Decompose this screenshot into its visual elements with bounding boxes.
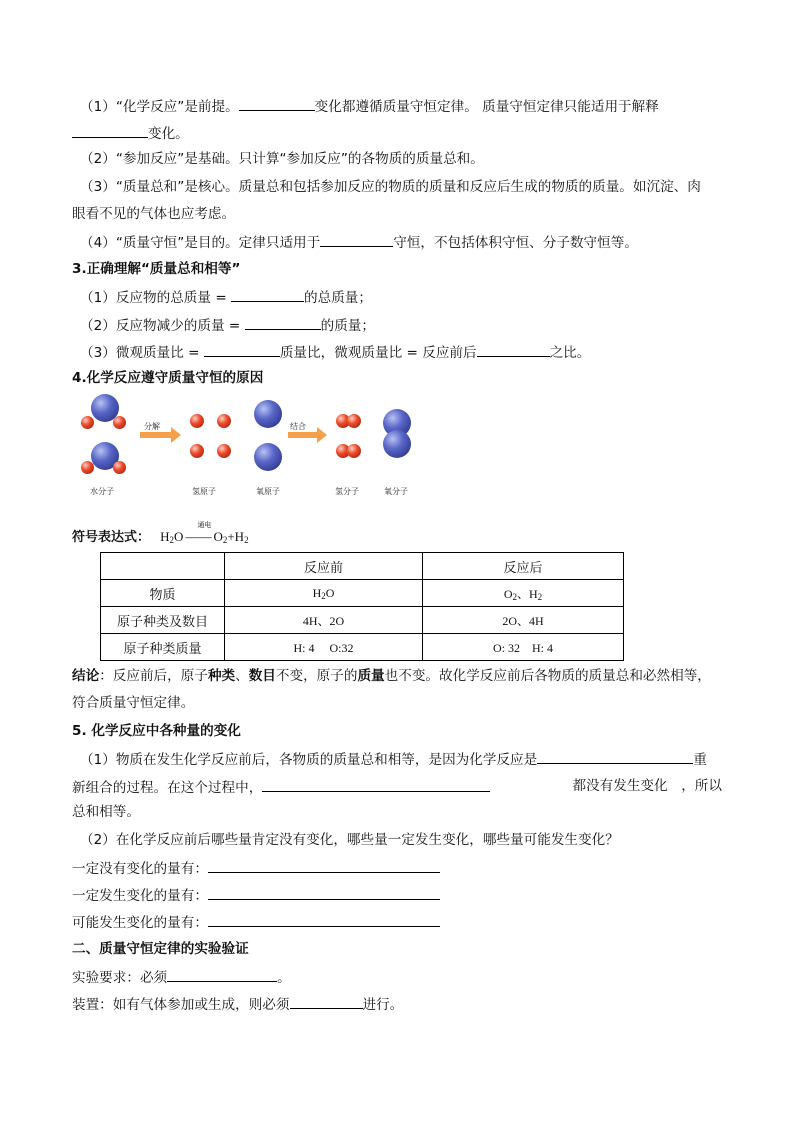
formula-text: O	[325, 585, 335, 600]
table-row	[101, 580, 624, 607]
table-cell	[225, 580, 423, 607]
hydrogen-atom-icon	[81, 461, 94, 474]
table-row	[101, 634, 624, 661]
text-emphasis: 种类	[207, 668, 236, 684]
text: （2）反应物减少的质量 =	[80, 318, 245, 334]
hydrogen-atom-icon	[347, 444, 361, 458]
fill-blank[interactable]	[204, 342, 280, 357]
section-4-heading: 4.化学反应遵守质量守恒的原因	[72, 370, 264, 386]
hydrogen-atom-icon	[113, 416, 126, 429]
text: 之比。	[549, 345, 591, 361]
text: 不变，原子的	[275, 668, 358, 684]
label-combine: 结合	[290, 422, 306, 431]
para-3-line-1: （3）“质量总和”是核心。质量总和包括参加反应的物质的质量和反应后生成的物质的质量。如沉淀、肉	[80, 179, 701, 195]
text: 变化都遵循质量守恒定律。 质量守恒定律只能适用于解释	[314, 99, 659, 115]
fill-blank[interactable]	[208, 885, 440, 900]
fill-blank[interactable]	[167, 967, 277, 982]
text: （1）“化学反应”是前提。	[80, 99, 239, 115]
text: 、	[235, 668, 249, 684]
fill-blank[interactable]	[245, 315, 321, 330]
answer-maybe-changed	[72, 912, 440, 932]
experiment-device	[72, 994, 403, 1014]
table-header-cell	[101, 553, 225, 580]
table-cell: 4H、2O	[225, 607, 423, 634]
row-label: 原子种类质量	[101, 634, 225, 661]
label-oxygen-atom: 氧原子	[256, 487, 280, 496]
table-cell	[423, 580, 624, 607]
table-cell: H: 4 O:32	[225, 634, 423, 661]
para-1-line-2	[72, 123, 189, 143]
formula-text: 、H	[517, 586, 538, 601]
arrow-right-icon	[288, 432, 318, 438]
table-header-cell: 反应后	[423, 553, 624, 580]
formula-text: O	[174, 529, 184, 544]
text: 一定发生变化的量有：	[72, 888, 208, 904]
symbol-equation	[72, 521, 249, 549]
text: 也不变。故化学反应前后各物质的质量总和必然相等，	[384, 668, 711, 684]
text-emphasis: 质量	[357, 668, 385, 684]
formula-text: H	[312, 585, 322, 600]
experiment-requirement	[72, 967, 291, 987]
formula-text: +H	[227, 529, 245, 544]
fill-blank[interactable]	[72, 123, 148, 138]
label-decompose: 分解	[144, 422, 160, 431]
text: 实验要求：必须	[72, 970, 168, 986]
text: （1）物质在发生化学反应前后，各物质的质量总和相等，是因为化学反应是	[80, 752, 538, 768]
reaction-arrow: 通电 ——	[185, 528, 211, 546]
fill-blank[interactable]	[537, 749, 693, 764]
hydrogen-atom-icon	[347, 414, 361, 428]
s5-para-2	[72, 777, 722, 797]
table-row	[101, 607, 624, 634]
table-cell: O: 32 H: 4	[423, 634, 624, 661]
text: 变化。	[148, 126, 189, 142]
reaction-condition: 通电	[197, 521, 212, 529]
table-header-cell: 反应前	[225, 553, 423, 580]
table-cell: 2O、4H	[423, 607, 624, 634]
conclusion-line-2: 符合质量守恒定律。	[72, 695, 195, 711]
subscript: 2	[222, 535, 228, 545]
hydrogen-atom-icon	[190, 414, 204, 428]
text: 守恒，不包括体积守恒、分子数守恒等。	[393, 235, 638, 251]
hydrogen-atom-icon	[190, 444, 204, 458]
oxygen-atom-icon	[254, 400, 282, 428]
subscript: 2	[169, 535, 175, 545]
s3-line-1	[80, 287, 372, 307]
subscript: 2	[512, 591, 517, 602]
text: 装置：如有气体参加或生成，则必须	[72, 997, 290, 1013]
para-2: （2）“参加反应”是基础。只计算“参加反应”的各物质的质量总和。	[80, 151, 484, 167]
para-4	[80, 232, 638, 252]
text: 一定没有变化的量有：	[72, 861, 208, 877]
text: 质量比，微观质量比 = 反应前后	[279, 345, 477, 361]
fill-blank[interactable]	[320, 232, 393, 247]
water-electrolysis-figure	[72, 392, 422, 504]
s5-part	[72, 777, 490, 797]
reaction-comparison-table	[100, 552, 624, 661]
s5-para-3: 总和相等。	[72, 804, 140, 820]
text: 进行。	[362, 997, 404, 1013]
subscript: 2	[321, 590, 326, 601]
conclusion-line-1	[72, 667, 711, 685]
label-hydrogen-molecule: 氢分子	[335, 487, 359, 496]
subscript: 2	[244, 535, 249, 545]
s3-line-3	[80, 342, 590, 362]
fill-blank[interactable]	[477, 342, 550, 357]
section-5-heading: 5. 化学反应中各种量的变化	[72, 723, 241, 739]
row-label: 物质	[101, 580, 225, 607]
text-emphasis: 数目	[248, 668, 276, 684]
equation	[160, 521, 249, 545]
hydrogen-atom-icon	[113, 461, 126, 474]
subscript: 2	[537, 591, 543, 602]
oxygen-atom-icon	[254, 443, 282, 471]
hydrogen-atom-icon	[81, 416, 94, 429]
fill-blank[interactable]	[262, 777, 490, 792]
label-water-molecule: 水分子	[90, 487, 114, 496]
label-oxygen-molecule: 氧分子	[384, 487, 408, 496]
text: 的总质量；	[304, 290, 372, 306]
section-experiment-heading: 二、质量守恒定律的实验验证	[72, 941, 249, 957]
text: （1）反应物的总质量 =	[80, 290, 232, 306]
formula-text: H	[160, 529, 170, 544]
text: （4）“质量守恒”是目的。定律只适用于	[80, 235, 321, 251]
text: ：反应前后，原子	[99, 668, 208, 684]
section-3-heading: 3.正确理解“质量总和相等”	[72, 261, 241, 277]
conclusion-label: 结论	[72, 668, 100, 684]
text: 新组合的过程。在这个过程中，	[72, 780, 263, 796]
hydrogen-atom-icon	[217, 414, 231, 428]
oxygen-atom-icon	[383, 430, 411, 458]
answer-changed	[72, 885, 440, 905]
formula-text: O	[503, 586, 513, 601]
s5-question-2: （2）在化学反应前后哪些量肯定没有变化，哪些量一定发生变化，哪些量可能发生变化？	[80, 832, 619, 848]
answer-unchanged	[72, 858, 440, 878]
text: 可能发生变化的量有：	[72, 915, 208, 931]
arrow-right-icon	[140, 432, 172, 438]
s3-line-2	[80, 315, 375, 335]
formula-text: O	[213, 529, 223, 544]
text: 重	[693, 752, 707, 768]
para-3-line-2: 眼看不见的气体也应考虑。	[72, 206, 236, 222]
text: 。	[277, 970, 291, 986]
equation-label: 符号表达式：	[72, 530, 151, 545]
fill-blank[interactable]	[231, 287, 304, 302]
fill-blank[interactable]	[239, 96, 315, 111]
para-1-line-1	[80, 96, 659, 116]
fill-blank[interactable]	[290, 994, 363, 1009]
row-label: 原子种类及数目	[101, 607, 225, 634]
text: 的质量；	[320, 318, 375, 334]
s5-para-1	[80, 749, 707, 769]
text: （3）微观质量比 =	[80, 345, 204, 361]
hydrogen-atom-icon	[217, 444, 231, 458]
fill-blank[interactable]	[208, 858, 440, 873]
table-header-row	[101, 553, 624, 580]
label-hydrogen-atom: 氢原子	[192, 487, 216, 496]
fill-blank[interactable]	[208, 912, 440, 927]
text: 都没有发生变化 ，所以	[572, 778, 722, 794]
